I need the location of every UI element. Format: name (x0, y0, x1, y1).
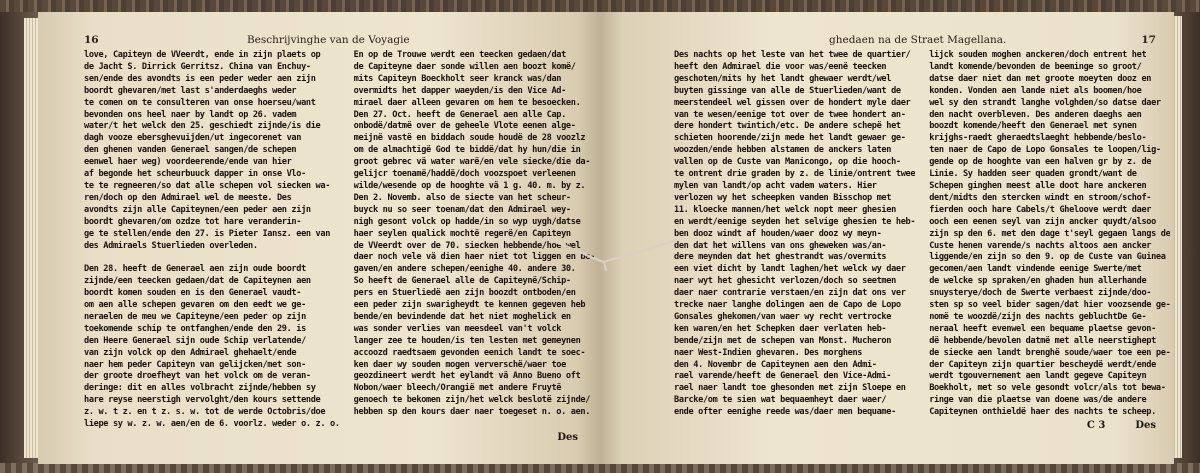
text-line: te te regneeren/so dat alle schepen vol siecken wa- (84, 180, 331, 191)
text-line: lijck souden moghen anckeren/doch entrent het (929, 50, 1147, 60)
text-line: bevonden ons heel naer by landt op 26. vadem (84, 109, 297, 120)
text-line: ooch een eenen seyl van zijn ancker quydt/alsoo (929, 216, 1156, 227)
right-signature-mark: C 3 (1086, 420, 1106, 432)
text-line: den nacht overbleven. Des anderen daeghs aen (929, 109, 1142, 120)
text-line: woozden/ende hebben alstamen de anckers laten (674, 145, 892, 156)
text-line: deringe: dit en alles volbracht zijnde/hebben sy (84, 383, 316, 394)
text-line: gelijcr toenamë/haddë/doch voozspoet verleenen (353, 169, 576, 180)
text-line: boozdt komende/heeft den Generael met synen (929, 121, 1137, 132)
text-line: den 4. Novembr de Capiteynen aen den Admi- (674, 359, 877, 370)
text-line: eenwel haer weg) voordeerende/ende van hier (84, 157, 292, 168)
text-line: werdt tgouvernement aen landt gegeve Capiteyn (929, 371, 1147, 382)
text-line: te comen om te consulteren van onse hoerseu/want (84, 97, 316, 108)
text-line: dent/midts den stercken windt en stroom/schof- (929, 192, 1152, 203)
text-line: gende op de hooghte van een halven gr by z. de (929, 157, 1152, 168)
left-catchword: Des (557, 432, 578, 443)
right-catchword: Des (1135, 420, 1156, 432)
text-line: geozdineert werdt het eylandt vä Anno Bueno oft (353, 371, 581, 382)
text-line: een viet dicht by landt laghen/het welck wy daer (674, 264, 906, 275)
text-line: Boekholt, met so vele gesondt volcr/als tot bewa- (929, 383, 1166, 394)
text-line: naer hem peder Capiteyn van gelijcken/met son- (84, 359, 306, 370)
text-line: een peder zijn swarigheydt te kennen gegeven heb (353, 300, 586, 311)
text-line: den dat het willens van ons gheweken was/an- (674, 240, 887, 251)
text-line: verlozen wy het scheepken vanden Bisschop met (674, 192, 892, 203)
text-line: bende/en bevindende dat het niet moghelick en (353, 311, 571, 322)
text-line: avondts zijn alle Capiteynen/een peder aen zijn (84, 204, 311, 215)
text-line: En op de Trouwe werdt een teecken gedaen/dat (353, 50, 566, 60)
text-line: love, Capiteyn de VVeerdt, ende in zijn plaets op (84, 50, 321, 60)
right-running-head: ghedaen na de Straet Magellana. (829, 34, 1007, 46)
left-text-block (84, 50, 595, 431)
text-line: mirael daer alleen gevaren om hem te besoecken. (353, 97, 581, 108)
text-line: meijnë vastë en biddach soude houdë de 28 voozlz (353, 133, 586, 144)
text-line: boordt komen souden en is den Generael vaudt- (84, 288, 302, 299)
text-line: Den 27. Oct. heeft de Generael aen alle Cap. (353, 109, 566, 120)
text-line: de siecke aen landt brenghë soude/waer toe een pe- (929, 347, 1171, 358)
text-line: Des nachts op het leste van het twee de quartier/ (674, 50, 911, 60)
left-footer (84, 432, 578, 443)
text-line: konden. Vonden aen lande niet als boomen/hoe (929, 85, 1142, 96)
text-line: rael varende/heeft de Generael den Vice-Admi- (674, 371, 892, 382)
text-line: de VVeerdt over de 70. siecken hebbende/hoe wel (353, 240, 581, 251)
text-line (84, 252, 340, 264)
text-line: overmidts het dapper waeyden/is den Vice Ad- (353, 85, 566, 96)
text-line: ren/doch op den Admirael wel de meeste. Des (84, 192, 292, 203)
text-line: af begonde het scheurbuuck dapper in onse Vlo- (84, 169, 306, 180)
text-line: om de almachtigë God te biddë/dat hy hun/die in (353, 145, 581, 156)
text-line: daer naer contrarie verstaen/en zijn dat ons ver (674, 288, 906, 299)
text-line: genoech te bekomen zijn/het welck beslotë zijnde/ (353, 395, 591, 406)
text-line: Custe henen varende/s nachts altoos aen ancker (929, 240, 1152, 251)
right-page (600, 12, 1174, 464)
text-line: nigh gesont volck op hadde/in so wyp uygh/datse (353, 216, 581, 227)
text-line: liggende/en zijn so den 9. op de Custe van Guinea (929, 252, 1166, 263)
text-line: haer seylen qualick mochtë regerë/en Capiteyn (353, 228, 571, 239)
left-column-1 (84, 50, 340, 431)
text-line: sten sp so veel bider sagen/dat hier voozsende ge- (929, 300, 1171, 311)
text-line: Linie. Sy hadden seer quaden grondt/want de (929, 169, 1137, 180)
text-line: vallen op de Custe van Manicongo, op die hooch- (674, 157, 901, 168)
text-line: van zijn volck op den Admirael ghehaelt/ende (84, 347, 297, 358)
text-line: Den 2. Novemb. also de siecte van het scheur- (353, 192, 571, 203)
text-line: ben dooz windt af houden/waer dooz wy meyn- (674, 228, 882, 239)
right-text-block (674, 50, 1171, 419)
text-line: krijghs-raedt gheraedtslaeght hebbende/beslo- (929, 133, 1147, 144)
text-line: wel sy den strandt langhe volghden/so datse daer (929, 97, 1161, 108)
text-line: ten naer de Capo de Lopo Gonsales te loopen/lig- (929, 145, 1161, 156)
text-line: dë hebbende/bevolen datmë met alle neerstighept (929, 335, 1156, 346)
text-line: zijnde/een teecken gedaen/dat de Capiteynen aen (84, 276, 311, 287)
text-line: toekomende schip te ontfanghen/ende den 29. is (84, 323, 306, 334)
text-line: hebben sp den kours daer naer toegeset n. o. aen. (353, 407, 591, 418)
text-line: ende ofter eenighe reede was/daer men bequame- (674, 407, 896, 418)
text-line: bende/zijn met de schepen van Monst. Mucheron (674, 335, 892, 346)
text-line: accoozd raedtsaem gevonden eenich landt te soec- (353, 347, 586, 358)
text-line: landt komende/bevonden de beeminge so groot/ (929, 61, 1142, 72)
text-line: wilde/wesende op de hooghte vä 1 g. 40. m. by z. (353, 180, 586, 191)
text-line: om aen alle schepen gevaren om den eedt we ge- (84, 300, 306, 311)
left-column-2 (354, 50, 595, 431)
text-line: liepe sy w. z. w. aen/en de 6. voorlz. weder o. z. o. (84, 419, 340, 430)
text-line: Nobon/waer bleech/Orangië met andere Fruytë (353, 383, 562, 394)
text-line: neraelen de meu we Capiteyne/een peder op zijn (84, 311, 306, 322)
text-line: schieten hoorende/zijn mede het landt gewaer ge- (674, 133, 906, 144)
text-line: langer zee te houden/is ten lesten met gemeynen (353, 335, 581, 346)
text-line: Gonsales ghekomen/van waer wy recht vertrocke (674, 311, 892, 322)
text-line: meerstendeel wel gissen over de hondert myle daer (674, 97, 911, 108)
text-line: Barcke/om te sien wat bequaemheyt daer waer/ (674, 395, 887, 406)
text-line: ken daer wy souden mogen ververschë/waer toe (353, 359, 566, 370)
text-line: heeft den Admirael die voor was/eenë teecken (674, 61, 887, 72)
text-line: dere meynden dat het ghestrandt was/overmits (674, 252, 887, 263)
text-line: ge te stellen/ende den 27. is Pieter Iansz. een van (84, 228, 331, 239)
text-line: boordt ghevaren/om ozdze tot hare veranderin- (84, 216, 302, 227)
text-line: water/t het welck den 25. geschiedt zijnde/is die (84, 121, 321, 132)
text-line: van te wesen/eenige tot over de twee hondert an- (674, 109, 906, 120)
text-line: neraal heeft evenwel een bequame plaetse gevon- (929, 323, 1156, 334)
text-line: boordt ghevaren/met last s'anderdaeghs weder (84, 85, 297, 96)
text-line: mylen van landt/op acht vadem waters. Hier (674, 180, 877, 191)
text-line: So heeft de Generael alle de Capiteynë/Schip- (353, 276, 571, 287)
text-line: de Capiteyne daer sonde willen aen boozt komë/ (353, 61, 576, 72)
text-line: snuysterye/doch de Swerte verbaest zijnde/doo- (929, 288, 1152, 299)
text-line: buyten gissinge van alle de Stuerlieden/want de (674, 85, 901, 96)
cover-board-bottom (0, 463, 1200, 473)
text-line: was sonder verlies van meesdeel van't volck (353, 323, 562, 334)
text-line: sen/ende des avondts is een peder weder aen zijn (84, 73, 316, 84)
text-line: z. w. t z. en t z. s. w. tot de werde Octobris/doe (84, 407, 326, 418)
right-folio: 17 (1141, 34, 1156, 46)
left-running-head: Beschrijvinghe van de Voyagie (246, 34, 410, 46)
text-line: 11. kloecke mannen/het welck nopt meer ghesien (674, 204, 896, 215)
text-line: mits Capiteyn Boeckholt seer kranck was/dan (353, 73, 562, 84)
text-line: de Jacht S. Dirrick Gerritsz. China van Enchuy- (84, 61, 311, 72)
text-line: dagh vooze ebersghevuijden/ut ingecorenet van (84, 133, 302, 144)
text-line: ringe van die plaetse van doene was/de andere (929, 395, 1147, 406)
text-line: Den 28. heeft de Generael aen zijn oude boordt (84, 264, 306, 275)
text-line: gecomen/aen landt vindende eenige Swerte/met (929, 264, 1142, 275)
text-line: datse daer niet dan met groote moeyten dooz en (929, 73, 1152, 84)
text-line: zijn sp den 6. met den dage t'seyl gegaen langs de (929, 228, 1171, 239)
text-line: naer wyt het ghesicht verlozen/doch so seetmen (674, 276, 896, 287)
text-line: der groote droefheyt van het volck om de veran- (84, 371, 311, 382)
text-line: de welcke sp spraken/en ghaden hun allerhande (929, 276, 1147, 287)
text-line: te ontrent drie graden by z. de linie/ontrent twee (674, 169, 916, 180)
cover-board-top (0, 0, 1200, 12)
text-line: fierden ooch hare Cabels/t Gheloove werdt daer (929, 204, 1152, 215)
right-page-header (674, 34, 1156, 46)
left-folio: 16 (84, 34, 99, 46)
text-line: pers en Stuerliedë aen zijn boozdt ontboden/en (353, 288, 576, 299)
left-page-header (84, 34, 578, 46)
text-line: Capiteynen onthieldë haer des nachts te scheep. (929, 407, 1156, 418)
text-line: naer West-Indien ghevaren. Des morghens (674, 347, 863, 358)
text-line: Schepen ginghen meest alle doot hare anckeren (929, 180, 1147, 191)
text-line: des Admiraels Stuerlieden overleden. (84, 240, 258, 251)
text-line: onbodë/datmë over de geheele Vlote eenen alge- (353, 121, 576, 132)
text-line: nomë te woozdë/zijn des nachts gebluchtDe Ge- (929, 311, 1147, 322)
text-line: dere hondert twintich/etc. De andere schepë het (674, 121, 901, 132)
right-column-1 (674, 50, 915, 419)
text-line: geschoten/mits hy het landt ghewaer werdt/wel (674, 73, 892, 84)
text-line: rael naer landt toe ghesonden met zijn Sloepe en (674, 383, 906, 394)
text-line: den ghenen vanden Generael sangen/de schepen (84, 145, 297, 156)
text-line: den Heere Generael sijn oude Schip verlatende/ (84, 335, 306, 346)
text-line: groot gebrec vä water warë/en vele siecke/die da- (353, 157, 591, 168)
text-line: der Capiteyn zijn quartier bescheydë werdt/ende (929, 359, 1156, 370)
right-column-2 (929, 50, 1170, 419)
right-footer (674, 420, 1156, 431)
text-line: gaven/en andere schepen/eenighe 40. andere 30. (353, 264, 576, 275)
text-line: buyck nu so seer toenam/dat den Admirael wey- (353, 204, 571, 215)
text-line: ken waren/en het Schepken daer verlaten heb- (674, 323, 887, 334)
left-page (38, 12, 600, 464)
text-line: daer noch vele vä dien haer niet tot liggen en be- (353, 252, 595, 263)
text-line: hare reyse neerstigh vervolght/den kours settende (84, 395, 321, 406)
text-line: en werdt/eenige seyden het selvige ghesien te heb- (674, 216, 916, 227)
text-line: trecke naer langhe dolingen aen de Capo de Lopo (674, 300, 901, 311)
